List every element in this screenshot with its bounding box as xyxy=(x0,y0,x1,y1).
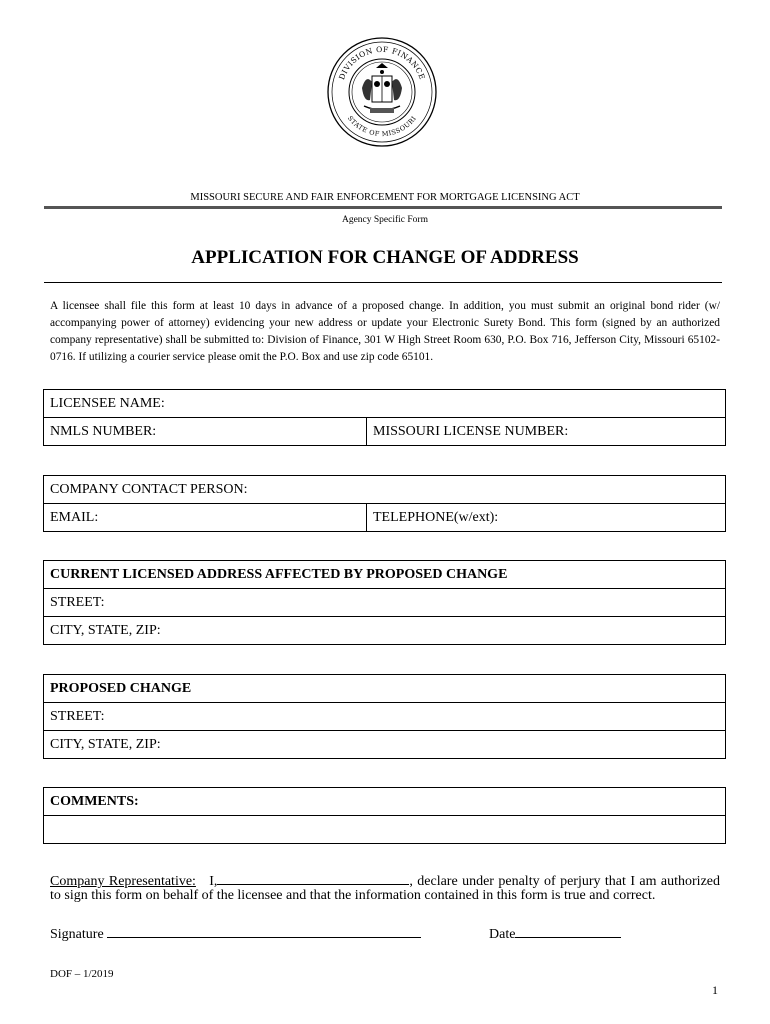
title-rule xyxy=(44,282,722,283)
form-subtitle: Agency Specific Form xyxy=(341,215,428,225)
declaration-text: , declare under penalty of perjury that I am authorized to sign this form on behalf of the licensee and that the information contained in this form is true and correct. xyxy=(50,874,721,903)
header-rule xyxy=(44,206,722,209)
comments-field[interactable] xyxy=(44,816,726,844)
form-id: DOF – 1/2019 xyxy=(50,968,114,980)
licensee-box xyxy=(43,389,726,446)
contact-box xyxy=(43,475,726,532)
current-address-heading: CURRENT LICENSED ADDRESS AFFECTED BY PROPOSED CHANGE xyxy=(44,561,726,589)
act-title: MISSOURI SECURE AND FAIR ENFORCEMENT FOR MORTGAGE LICENSING ACT xyxy=(190,192,580,203)
company-contact-person-field[interactable]: COMPANY CONTACT PERSON: xyxy=(44,476,726,504)
declaration-paragraph xyxy=(50,872,720,903)
signature-label: Signature xyxy=(50,927,104,942)
nmls-number-field[interactable]: NMLS NUMBER: xyxy=(44,418,367,446)
representative-name-line[interactable] xyxy=(217,872,409,885)
signature-line[interactable] xyxy=(107,925,421,938)
missouri-license-number-field[interactable]: MISSOURI LICENSE NUMBER: xyxy=(367,418,726,446)
proposed-street-field[interactable]: STREET: xyxy=(44,703,726,731)
telephone-field[interactable]: TELEPHONE(w/ext): xyxy=(367,504,726,532)
svg-text:DIVISION OF FINANCE: DIVISION OF FINANCE xyxy=(337,44,427,82)
comments-heading: COMMENTS: xyxy=(44,788,726,816)
proposed-change-box xyxy=(43,674,726,759)
company-representative-label: Company Representative: xyxy=(50,874,196,889)
division-of-finance-seal xyxy=(326,36,438,148)
proposed-city-state-zip-field[interactable]: CITY, STATE, ZIP: xyxy=(44,731,726,759)
instructions-paragraph: A licensee shall file this form at least 10 days in advance of a proposed change. In addition, you must submit an original bond rider (w/ accompanying power of attorney) evidencing your new address or update your Electronic Surety Bond. This form (signed by an authorized company representative) shall be submitted to: Division of Finance, 301 W High Street Room 630, P.O. Box 716, Jefferson City, Missouri 65102-0716. If utilizing a courier service please omit the P.O. Box and use zip code 65101. xyxy=(50,300,720,363)
current-street-field[interactable]: STREET: xyxy=(44,589,726,617)
email-field[interactable]: EMAIL: xyxy=(44,504,367,532)
date-row xyxy=(489,925,621,943)
signature-row xyxy=(50,925,421,943)
date-line[interactable] xyxy=(515,925,621,938)
comments-box xyxy=(43,787,726,844)
proposed-change-heading: PROPOSED CHANGE xyxy=(44,675,726,703)
licensee-name-field[interactable]: LICENSEE NAME: xyxy=(44,390,726,418)
page-number: 1 xyxy=(712,983,718,997)
svg-text:STATE OF MISSOURI: STATE OF MISSOURI xyxy=(345,114,419,139)
declaration-i: I, xyxy=(209,874,218,889)
page-title: APPLICATION FOR CHANGE OF ADDRESS xyxy=(191,247,579,268)
current-address-box xyxy=(43,560,726,645)
date-label: Date xyxy=(489,927,516,942)
current-city-state-zip-field[interactable]: CITY, STATE, ZIP: xyxy=(44,617,726,645)
